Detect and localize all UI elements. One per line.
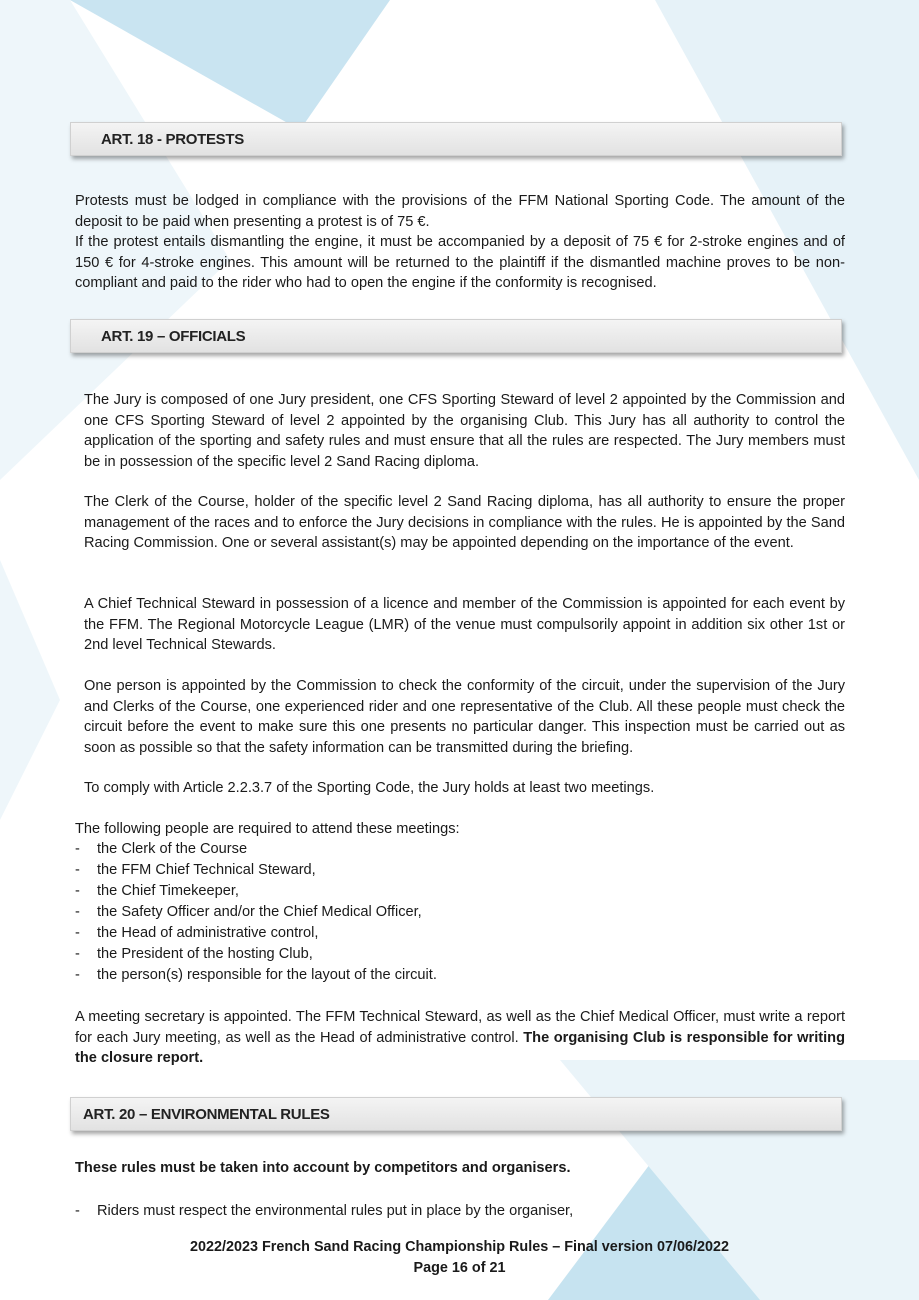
list-item-text: the person(s) responsible for the layout of the circuit.: [97, 967, 437, 983]
art20-intro: These rules must be taken into account by competitors and organisers.: [75, 1160, 571, 1176]
art20-title: ART. 20 – ENVIRONMENTAL RULES: [83, 1106, 330, 1123]
art18-paragraph-1: Protests must be lodged in compliance with the provisions of the FFM National Sporting Code. The amount of the deposit to be paid when presenting a protest is of 75 €.: [75, 193, 845, 230]
list-bullet: -: [75, 883, 80, 899]
art19-paragraph-4: One person is appointed by the Commission to check the conformity of the circuit, under the supervision of the Jury and Clerks of the Course, one experienced rider and one representative of the Club. All these people must check the circuit before the event to make sure this one presents no particular danger. This inspection must be carried out as soon as possible so that the safety information can be transmitted during the briefing.: [84, 678, 845, 756]
art18-paragraph-2: If the protest entails dismantling the engine, it must be accompanied by a deposit of 75 € for 2-stroke engines and of 150 € for 4-stroke engines. This amount will be returned to the plaintiff if the dismantled machine proves to be non-compliant and paid to the rider who had to open the engine if the conformity is recognised.: [75, 234, 845, 291]
list-bullet: -: [75, 925, 80, 941]
list-item-text: Riders must respect the environmental rules put in place by the organiser,: [97, 1203, 574, 1219]
list-bullet: -: [75, 967, 80, 983]
list-item-text: the Safety Officer and/or the Chief Medical Officer,: [97, 904, 422, 920]
art19-paragraph-2: The Clerk of the Course, holder of the specific level 2 Sand Racing diploma, has all authority to ensure the proper management of the races and to enforce the Jury decisions in compliance with the rules. He is appointed by the Sand Racing Commission. One or several assistant(s) may be appointed depending on the importance of the event.: [84, 494, 845, 551]
art19-paragraph-6-text: A meeting secretary is appointed. The FFM Technical Steward, as well as the Chief Medical Officer, must write a report for each Jury meeting, as well as the Head of administrative control.: [75, 1009, 845, 1046]
list-item: [75, 860, 845, 881]
list-item: [75, 944, 845, 965]
list-item: [75, 1201, 845, 1222]
list-item: [75, 881, 845, 902]
art20-header: [70, 1097, 842, 1131]
list-item-text: the FFM Chief Technical Steward,: [97, 862, 316, 878]
list-item-text: the President of the hosting Club,: [97, 946, 313, 962]
list-bullet: -: [75, 841, 80, 857]
art19-paragraph-6: [75, 1007, 845, 1069]
list-bullet: -: [75, 1203, 80, 1219]
footer-title: 2022/2023 French Sand Racing Championship Rules – Final version 07/06/2022: [189, 1239, 730, 1255]
list-item-text: the Clerk of the Course: [97, 841, 248, 857]
art18-title: ART. 18 - PROTESTS: [101, 131, 244, 148]
list-item-text: the Chief Timekeeper,: [97, 883, 239, 899]
art19-paragraph-6-bold: The organising Club is responsible for writing the closure report.: [75, 1029, 845, 1066]
art18-header: [70, 122, 842, 156]
art19-paragraph-1: The Jury is composed of one Jury president, one CFS Sporting Steward of level 2 appointed by the Commission and one CFS Sporting Steward of level 2 appointed by the organising Club. This Jury has all authority to control the application of the sporting and safety rules and must ensure that all the rules are respected. The Jury members must be in possession of the specific level 2 Sand Racing diploma.: [84, 392, 845, 470]
list-item: [75, 965, 845, 986]
list-bullet: -: [75, 946, 80, 962]
list-item: [75, 839, 845, 860]
art19-paragraph-5: To comply with Article 2.2.3.7 of the Sporting Code, the Jury holds at least two meetings.: [84, 780, 655, 796]
art19-list-intro: The following people are required to attend these meetings:: [75, 821, 460, 837]
art19-title: ART. 19 – OFFICIALS: [101, 328, 246, 345]
footer-page-number: Page 16 of 21: [413, 1260, 506, 1276]
list-bullet: -: [75, 862, 80, 878]
art19-attendee-list: [75, 839, 845, 986]
art20-rules-list: [75, 1201, 845, 1222]
list-item-text: the Head of administrative control,: [97, 925, 319, 941]
list-item: [75, 902, 845, 923]
art19-header: [70, 319, 842, 353]
list-bullet: -: [75, 904, 80, 920]
list-item: [75, 923, 845, 944]
art19-paragraph-3: A Chief Technical Steward in possession of a licence and member of the Commission is appointed for each event by the FFM. The Regional Motorcycle League (LMR) of the venue must compulsorily appoint in addition six other 1st or 2nd level Technical Stewards.: [84, 596, 845, 653]
